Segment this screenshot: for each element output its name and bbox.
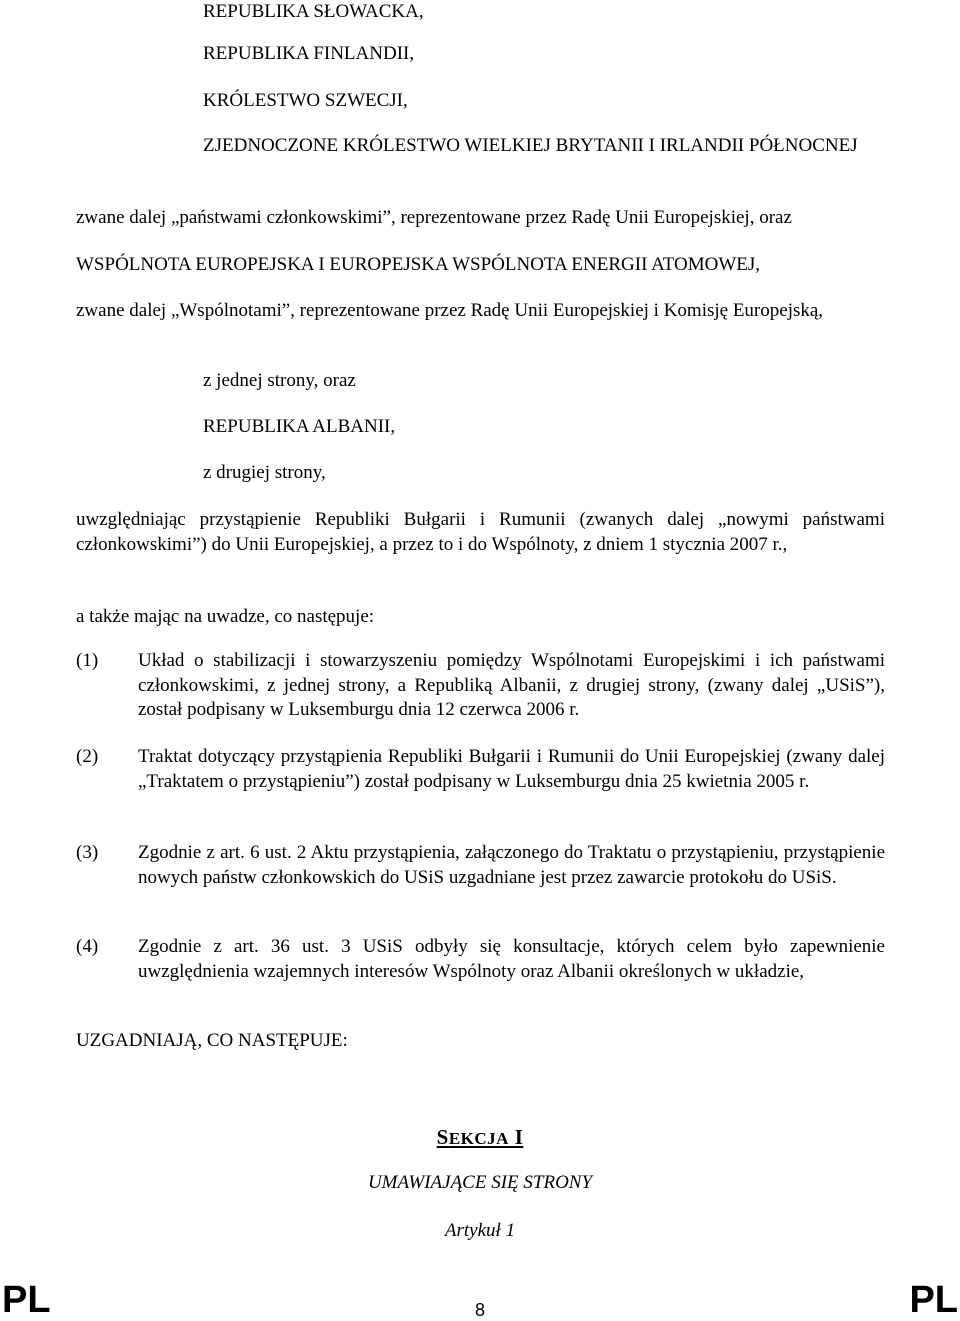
article-heading: Artykuł 1 <box>444 1220 516 1241</box>
footer-language-right: PL <box>909 1279 958 1321</box>
one-side-text: z jednej strony, oraz <box>203 370 356 391</box>
party-united-kingdom: ZJEDNOCZONE KRÓLESTWO WIELKIEJ BRYTANII I IRLANDII PÓŁNOCNEJ <box>203 135 858 156</box>
section-title-rest: EKCJA <box>448 1129 509 1148</box>
considering-paragraph: uwzględniając przystąpienie Republiki Bułgarii i Rumunii (zwanych dalej „nowymi państwami członkowskimi”) do Unii Europejskiej, a przez to i do Wspólnoty, z dniem 1 stycznia 2007 r., <box>76 509 885 555</box>
footer-language-left: PL <box>2 1279 51 1321</box>
recital-number: (1) <box>76 650 99 671</box>
other-side-text: z drugiej strony, <box>203 462 326 483</box>
recital-text: Zgodnie z art. 6 ust. 2 Aktu przystąpienia, załączonego do Traktatu o przystąpieniu, przystąpienie nowych państw członkowskich do USiS uzgadniane jest przez zawarcie protokołu do USiS. <box>138 842 885 888</box>
party-sweden: KRÓLESTWO SZWECJI, <box>203 90 408 111</box>
member-states-intro: zwane dalej „państwami członkowskimi”, reprezentowane przez Radę Unii Europejskiej, oraz <box>76 207 792 228</box>
section-subtitle: UMAWIAJĄCE SIĘ STRONY <box>367 1172 593 1193</box>
page-number: 8 <box>474 1300 485 1320</box>
communities-intro: zwane dalej „Wspólnotami”, reprezentowane przez Radę Unii Europejskiej i Komisję Europejską, <box>76 300 824 321</box>
section-title-initial: S <box>436 1125 449 1149</box>
recital-text: Traktat dotyczący przystąpienia Republiki Bułgarii i Rumunii do Unii Europejskiej (zwany dalej „Traktatem o przystąpieniu”) został podpisany w Luksemburgu dnia 25 kwietnia 2005 r. <box>138 746 885 792</box>
recital-number: (3) <box>76 842 99 863</box>
party-slovakia: REPUBLIKA SŁOWACKA, <box>203 1 424 22</box>
recital-number: (4) <box>76 936 99 957</box>
recital-number: (2) <box>76 746 99 767</box>
section-title <box>0 1125 960 1151</box>
recital-text: Zgodnie z art. 36 ust. 3 USiS odbyły się konsultacje, których celem było zapewnienie uwzględnienia wzajemnych interesów Wspólnoty oraz Albanii określonych w układzie, <box>138 936 885 982</box>
bearing-in-mind-text: a także mając na uwadze, co następuje: <box>76 606 375 627</box>
recital-text: Układ o stabilizacji i stowarzyszeniu pomiędzy Wspólnotami Europejskimi i ich państwami członkowskimi, z jednej strony, a Republiką Albanii, z drugiej strony, (zwany dalej „USiS”), został podpisany w Luksemburgu dnia 12 czerwca 2006 r. <box>138 650 885 720</box>
communities-name: WSPÓLNOTA EUROPEJSKA I EUROPEJSKA WSPÓLNOTA ENERGII ATOMOWEJ, <box>76 254 760 275</box>
agreed-heading: UZGADNIAJĄ, CO NASTĘPUJE: <box>76 1030 348 1051</box>
section-title-number: I <box>508 1125 524 1149</box>
party-albania: REPUBLIKA ALBANII, <box>203 416 396 437</box>
party-finland: REPUBLIKA FINLANDII, <box>203 43 415 64</box>
